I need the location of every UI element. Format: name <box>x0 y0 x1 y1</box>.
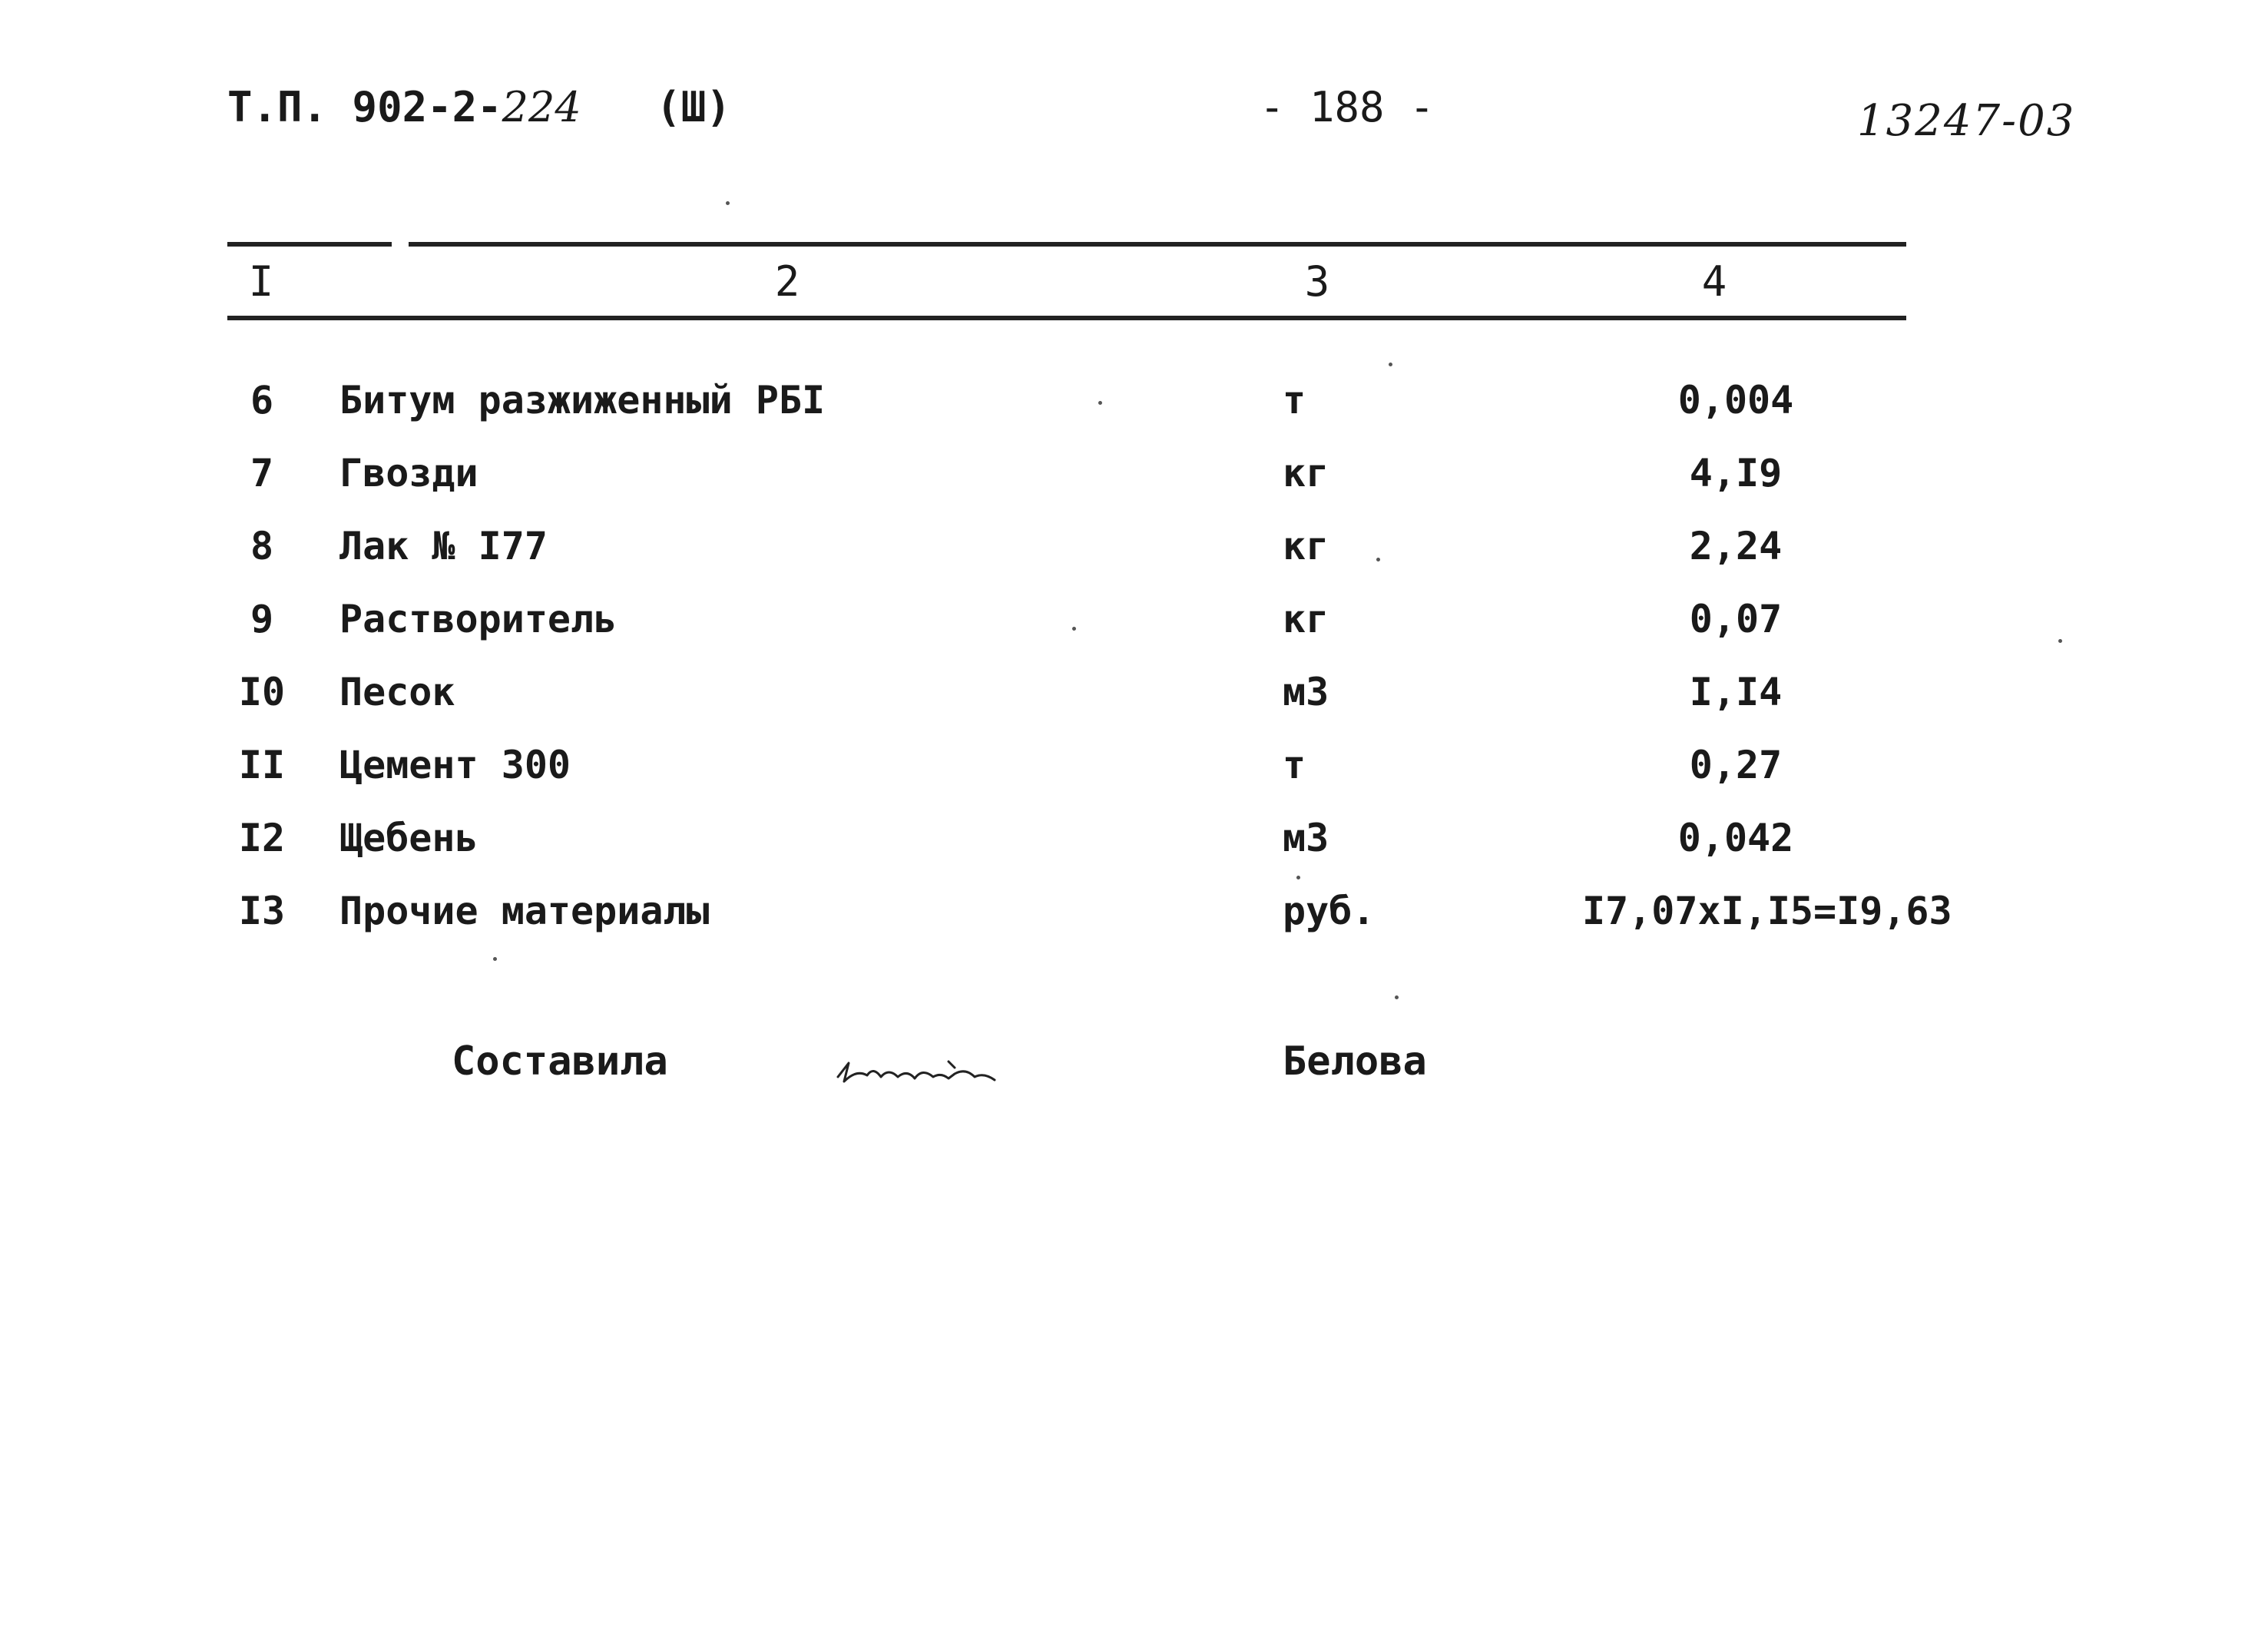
scan-speck <box>1296 876 1300 879</box>
scan-speck <box>493 957 497 961</box>
scan-speck <box>2058 639 2062 643</box>
column-header-3: 3 <box>1304 257 1330 306</box>
row-unit: кг <box>1283 597 1329 641</box>
row-quantity: 0,07 <box>1689 597 1783 641</box>
row-unit: кг <box>1283 524 1329 568</box>
row-number: I2 <box>238 816 286 860</box>
table-row <box>0 378 2268 451</box>
row-quantity: 4,I9 <box>1689 451 1783 495</box>
row-unit: м3 <box>1283 670 1329 714</box>
row-number: I0 <box>238 670 286 714</box>
row-material: Растворитель <box>339 597 617 641</box>
table-header-rule <box>227 316 1906 320</box>
table-row <box>0 889 2268 962</box>
table-top-rule-right <box>409 242 1906 247</box>
table-top-rule-left <box>227 242 392 247</box>
row-quantity: I7,07xI,I5=I9,63 <box>1582 889 1952 933</box>
column-header-4: 4 <box>1701 257 1727 306</box>
table-row <box>0 524 2268 597</box>
table-row <box>0 451 2268 524</box>
document-volume: (Ш) <box>656 83 731 131</box>
table-body <box>0 378 2268 962</box>
row-material: Цемент 300 <box>339 743 571 787</box>
table-row <box>0 816 2268 889</box>
document-code-printed: Т.П. 902-2- <box>227 83 502 131</box>
row-material: Битум разжиженный РБI <box>339 378 826 422</box>
column-header-1: I <box>248 257 274 306</box>
row-material: Щебень <box>339 816 478 860</box>
compiler-name: Белова <box>1283 1038 1427 1085</box>
row-material: Лак № I77 <box>339 524 548 568</box>
scan-speck <box>1395 995 1399 999</box>
row-quantity: 0,27 <box>1689 743 1783 787</box>
row-material: Прочие материалы <box>339 889 710 933</box>
scan-speck <box>1072 627 1076 631</box>
row-unit: т <box>1283 378 1306 422</box>
row-number: II <box>238 743 286 787</box>
page-number: - 188 - <box>1260 83 1435 131</box>
row-unit: кг <box>1283 451 1329 495</box>
scan-speck <box>1376 558 1380 561</box>
table-row <box>0 743 2268 816</box>
column-header-2: 2 <box>774 257 800 306</box>
row-number: 6 <box>250 378 274 422</box>
row-number: 7 <box>250 451 274 495</box>
document-code-handwritten: 224 <box>502 83 581 131</box>
row-unit: м3 <box>1283 816 1329 860</box>
row-number: 8 <box>250 524 274 568</box>
row-quantity: 0,004 <box>1677 378 1794 422</box>
row-number: I3 <box>238 889 286 933</box>
handwritten-signature <box>833 1046 1002 1100</box>
row-number: 9 <box>250 597 274 641</box>
row-unit: руб. <box>1283 889 1376 933</box>
scan-speck <box>726 201 730 205</box>
row-material: Песок <box>339 670 455 714</box>
table-row <box>0 670 2268 743</box>
archive-number: 13247-03 <box>1857 96 2076 146</box>
compiled-by-label: Составила <box>452 1038 668 1085</box>
row-quantity: I,I4 <box>1689 670 1783 714</box>
document-code <box>227 83 731 131</box>
row-material: Гвозди <box>339 451 478 495</box>
row-unit: т <box>1283 743 1306 787</box>
scan-speck <box>1389 363 1392 366</box>
row-quantity: 2,24 <box>1689 524 1783 568</box>
row-quantity: 0,042 <box>1677 816 1794 860</box>
scan-speck <box>1098 401 1102 405</box>
table-row <box>0 597 2268 670</box>
